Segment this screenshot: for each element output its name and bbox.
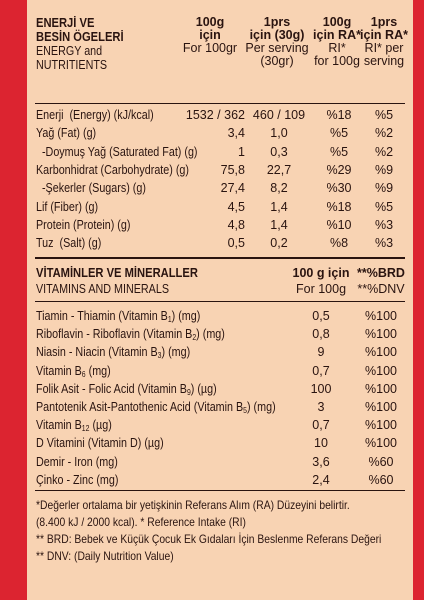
col1-bold-2: için	[199, 28, 221, 42]
col4-bold-2: için RA*	[360, 28, 408, 42]
nutrient-ra-100g: %10	[326, 217, 352, 232]
vitamin-value: 10	[314, 436, 328, 451]
footnote-text: *Değerler ortalama bir yetişkinin Referans Alım (RA) Düzeyini belirtir.	[36, 498, 350, 512]
vitamin-name-text	[36, 400, 276, 414]
nutrient-name	[36, 126, 106, 140]
nutrient-ra-100g: %18	[326, 108, 352, 122]
nutrient-ra-serving: %9	[374, 162, 394, 177]
header-title-tr	[36, 16, 138, 44]
nutrient-name-text: Tuz (Salt) (g)	[36, 236, 102, 251]
nutrient-ra-serving: %3	[374, 217, 394, 232]
vitamin-name-text	[36, 382, 217, 396]
footnote-text: ** BRD: Bebek ve Küçük Çocuk Ek Gıdaları İçin Beslenme Referans Değeri	[36, 532, 382, 546]
vitamin-name-post: ) (mg)	[196, 327, 225, 342]
nutrient-name-text: -Doymuş Yağ (Saturated Fat) (g)	[36, 144, 198, 159]
nutrient-name-text: -Şekerler (Sugars) (g)	[36, 181, 146, 196]
nutrient-value-serving: 0,2	[270, 236, 288, 251]
nutrient-name	[36, 181, 164, 195]
nutrient-ra-serving: %2	[374, 144, 394, 159]
vitamin-name-subscript: 3	[157, 351, 162, 361]
footnote-line	[36, 515, 280, 529]
footnote-line	[36, 549, 196, 563]
vitamin-name-pre: Riboflavin - Riboflavin (Vitamin B	[36, 327, 193, 342]
nutrient-name-text: Yağ (Fat) (g)	[36, 126, 97, 141]
vitamin-percent: %100	[365, 309, 397, 323]
footnote-line	[36, 532, 424, 546]
vitamin-name-text	[36, 345, 190, 359]
vitamin-name-pre: Vitamin B	[36, 363, 82, 378]
nutrient-ra-serving: %9	[374, 181, 394, 196]
vitamin-name	[36, 436, 184, 450]
vitamins-col1-sub: For 100g	[295, 282, 347, 296]
vitamin-name-subscript: 2	[192, 333, 197, 343]
header-title-en-line1: ENERGY and	[36, 44, 103, 58]
col2-bold-2: için (30g)	[249, 28, 305, 42]
col3-sub-1: RI*	[328, 41, 346, 55]
vitamin-name-pre: Pantotenik Asit-Pantothenic Acid (Vitamin B	[36, 400, 244, 414]
vitamin-percent: %100	[365, 381, 397, 396]
footnote-text: ** DNV: (Daily Nutrition Value)	[36, 549, 174, 563]
nutrient-ra-100g: %18	[326, 199, 352, 214]
vitamin-name-text	[36, 455, 118, 469]
vitamin-name-subscript: 9	[186, 387, 191, 397]
vitamin-name-pre: Çinko - Zinc (mg)	[36, 472, 119, 487]
vitamin-name	[36, 382, 246, 396]
vitamin-name-post: (mg)	[85, 363, 111, 378]
right-red-border	[413, 0, 424, 600]
vitamin-value: 3	[317, 400, 325, 414]
vitamin-name	[36, 364, 123, 378]
nutrient-ra-100g: %5	[329, 144, 349, 159]
vitamin-name-text	[36, 364, 111, 378]
vitamin-name-post: ) (mg)	[161, 345, 191, 360]
col2-bold-1: 1prs	[263, 15, 291, 29]
vitamins-title-en	[36, 282, 191, 296]
col4-bold-1: 1prs	[370, 15, 398, 29]
vitamin-percent: %60	[368, 472, 394, 487]
vitamin-name-subscript: 12	[81, 424, 90, 434]
nutrient-ra-100g: %5	[329, 126, 349, 141]
col2-sub-2: (30gr)	[260, 54, 294, 68]
nutrition-panel	[27, 0, 413, 600]
vitamin-name	[36, 327, 256, 341]
vitamin-value: 3,6	[312, 454, 330, 469]
vitamins-col2-sub: **%DNV	[357, 282, 405, 296]
nutrient-value-100g: 4,8	[227, 217, 245, 232]
vitamin-percent: %100	[365, 345, 397, 360]
nutrient-value-serving: 1,4	[270, 217, 288, 232]
vitamin-name-text	[36, 309, 200, 323]
nutrient-ra-100g: %29	[326, 162, 352, 177]
header-col-raserv	[355, 16, 413, 68]
vitamin-name	[36, 309, 227, 323]
nutrient-ra-100g: %30	[326, 181, 352, 196]
vitamin-name-text	[36, 418, 112, 432]
vitamin-name-pre: Demir - Iron (mg)	[36, 454, 118, 469]
vitamins-col1-bold: 100 g için	[292, 266, 350, 280]
vitamin-name-pre: Tiamin - Thiamin (Vitamin B	[36, 309, 168, 323]
vitamin-percent: %100	[365, 400, 397, 414]
vitamin-name	[36, 418, 124, 432]
vitamin-name	[36, 345, 215, 359]
vitamin-name-pre: Vitamin B	[36, 418, 82, 433]
vitamin-value: 9	[317, 345, 325, 360]
vitamins-title-tr	[36, 266, 224, 280]
nutrient-value-100g: 3,4	[227, 126, 245, 141]
nutrient-value-serving: 0,3	[270, 144, 288, 159]
nutrient-name-text: Enerji (Energy) (kJ/kcal)	[36, 108, 154, 122]
footnote-line	[36, 498, 401, 512]
nutrient-name-text: Karbonhidrat (Carbohydrate) (g)	[36, 162, 189, 177]
header-divider	[35, 103, 405, 104]
vitamin-percent: %100	[365, 327, 397, 342]
header-col-100g	[175, 16, 245, 55]
footnote-divider	[35, 490, 405, 491]
vitamins-title-en-text: VITAMINS AND MINERALS	[36, 282, 170, 296]
vitamin-name-subscript: 6	[81, 369, 86, 379]
vitamin-name	[36, 473, 132, 487]
nutrient-value-serving: 22,7	[266, 162, 292, 177]
vitamin-value: 0,5	[312, 309, 330, 323]
vitamin-percent: %60	[368, 454, 394, 469]
vitamin-name-post: ) (mg)	[246, 400, 276, 414]
vitamin-name-post: (µg)	[89, 418, 112, 433]
vitamin-name-post: ) (µg)	[190, 381, 217, 396]
nutrient-value-serving: 460 / 109	[252, 108, 306, 122]
vitamin-name-pre: D Vitamini (Vitamin D) (µg)	[36, 436, 164, 451]
col3-bold-1: 100g	[322, 15, 352, 29]
nutrient-name-text: Protein (Protein) (g)	[36, 217, 131, 232]
vitamin-name-text	[36, 436, 164, 450]
vitamin-name-pre: Folik Asit - Folic Acid (Vitamin B	[36, 381, 187, 396]
vitamin-value: 0,7	[312, 418, 330, 433]
nutrient-name	[36, 218, 146, 232]
nutrient-ra-serving: %5	[374, 108, 394, 122]
vitamin-name-text	[36, 327, 225, 341]
nutrient-value-100g: 1	[238, 144, 245, 159]
nutrient-value-serving: 1,0	[270, 126, 288, 141]
nutrient-name-text: Lif (Fiber) (g)	[36, 199, 99, 214]
header-title-en-line2: NUTRITIENTS	[36, 58, 108, 72]
col3-bold-2: için RA*	[313, 28, 361, 42]
nutrient-value-serving: 1,4	[270, 199, 288, 214]
header-col-serving	[239, 16, 315, 68]
nutrient-value-serving: 8,2	[270, 181, 288, 196]
col4-sub-2: serving	[363, 54, 405, 68]
header-title-tr-line2: BESİN ÖGELERİ	[36, 29, 124, 44]
vitamins-title-tr-text: VİTAMİNLER VE MİNERALLER	[36, 265, 198, 280]
nutrient-ra-serving: %5	[374, 199, 394, 214]
vitamin-value: 0,7	[312, 363, 330, 378]
nutrient-value-100g: 1532 / 362	[185, 108, 245, 122]
header-title-en	[36, 44, 119, 72]
nutrient-name	[36, 236, 112, 250]
vitamin-name-subscript: 1	[167, 315, 172, 324]
nutrient-ra-serving: %3	[374, 236, 394, 251]
vitamins-header-divider	[35, 301, 405, 302]
nutrient-value-100g: 75,8	[220, 162, 245, 177]
col1-sub-1: For 100gr	[182, 41, 238, 55]
vitamin-percent: %100	[365, 418, 397, 433]
vitamins-col2-bold: **%BRD	[357, 266, 405, 280]
vitamin-name-text	[36, 473, 118, 487]
col2-sub-1: Per serving	[245, 41, 309, 55]
footnote-text: (8.400 kJ / 2000 kcal). * Reference Intake (RI)	[36, 515, 246, 529]
nutrient-ra-serving: %2	[374, 126, 394, 141]
vitamin-name-pre: Niasin - Niacin (Vitamin B	[36, 345, 158, 360]
vitamin-percent: %100	[365, 436, 397, 451]
left-red-border	[0, 0, 27, 600]
nutrient-value-100g: 27,4	[220, 181, 245, 196]
nutrient-ra-100g: %8	[329, 236, 349, 251]
header-title-tr-line1: ENERJİ VE	[36, 15, 95, 30]
vitamin-value: 100	[310, 381, 332, 396]
col4-sub-1: RI* per	[364, 41, 404, 55]
section-divider	[35, 257, 405, 259]
nutrient-value-100g: 4,5	[227, 199, 245, 214]
nutrient-name	[36, 200, 108, 214]
col1-bold-1: 100g	[195, 15, 225, 29]
vitamin-name-post: ) (mg)	[171, 309, 201, 323]
vitamin-percent: %100	[365, 363, 397, 378]
nutrient-name	[36, 108, 173, 122]
col3-sub-2: for 100g	[314, 54, 360, 68]
vitamin-name	[36, 455, 131, 469]
vitamin-value: 2,4	[312, 472, 330, 487]
vitamin-value: 0,8	[312, 327, 330, 342]
nutrient-value-100g: 0,5	[227, 236, 245, 251]
vitamin-name	[36, 400, 315, 414]
vitamin-name-subscript: 5	[243, 406, 247, 415]
